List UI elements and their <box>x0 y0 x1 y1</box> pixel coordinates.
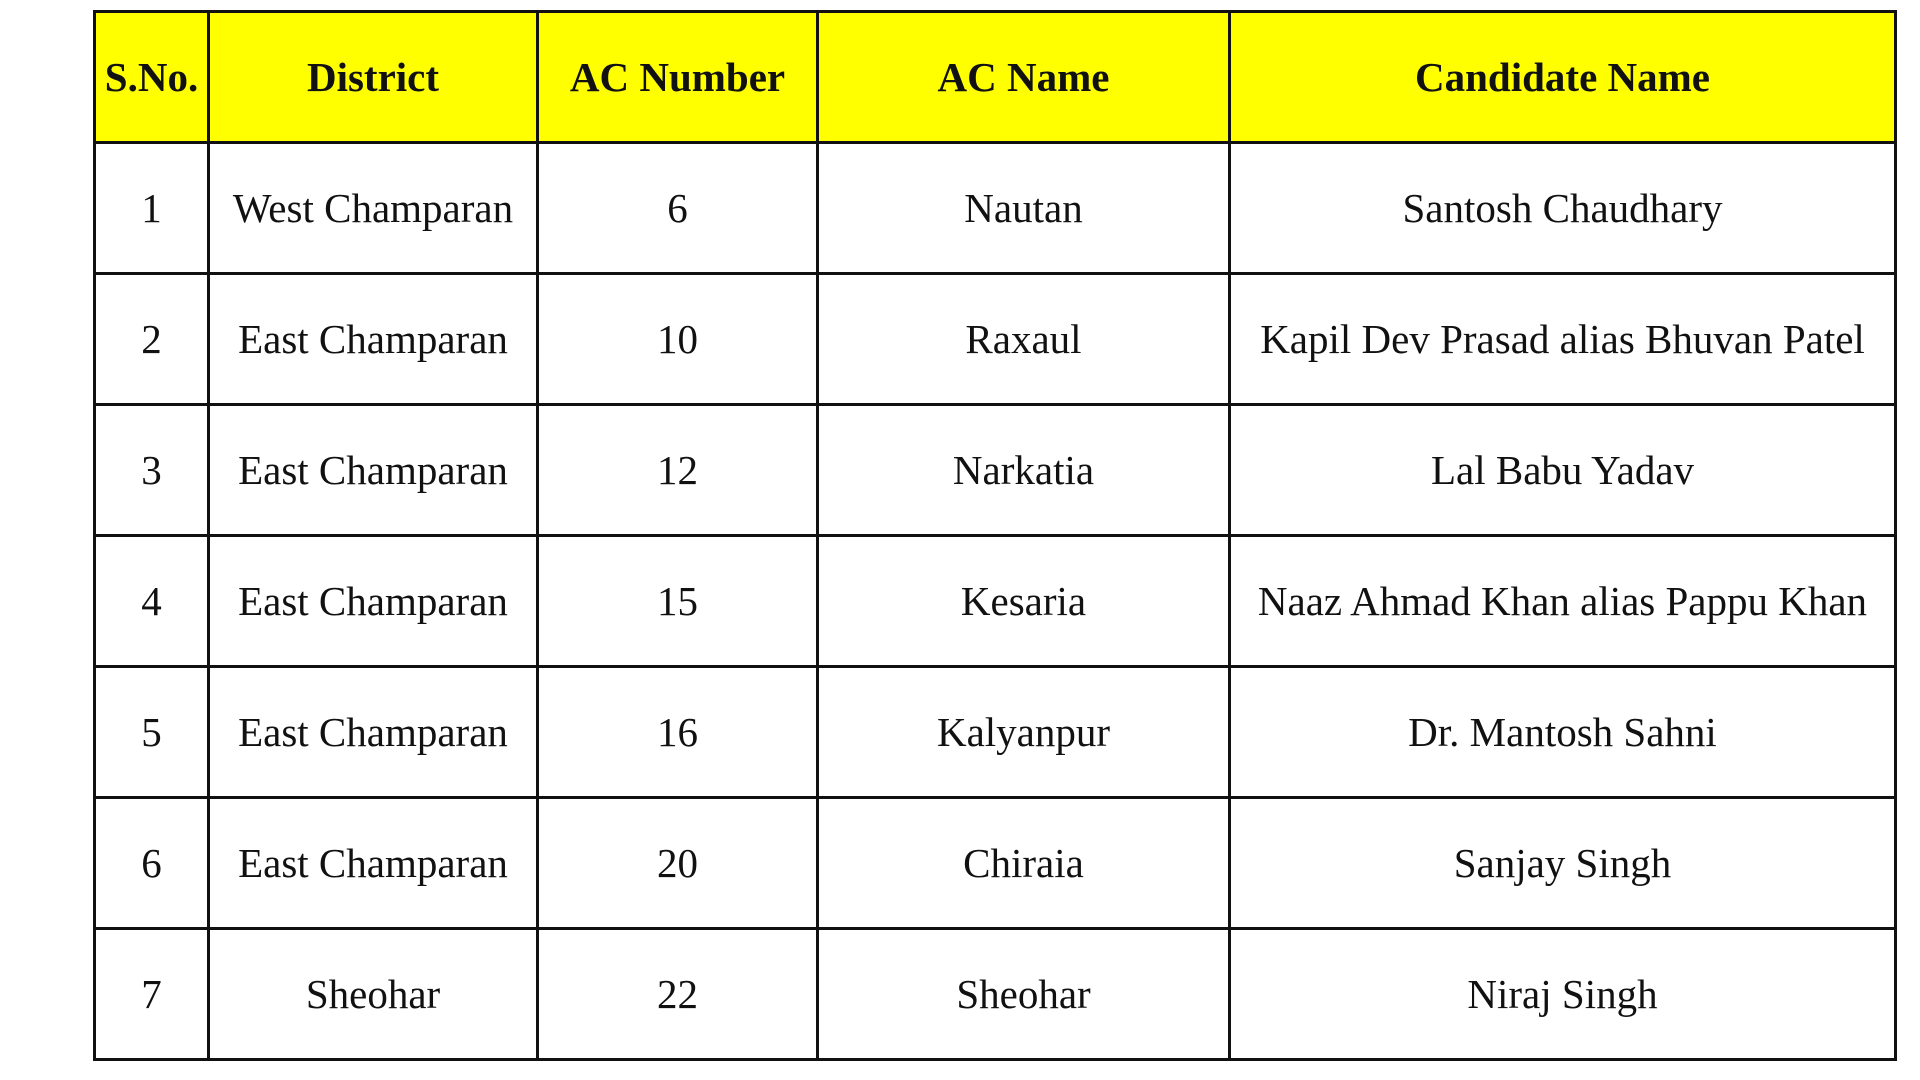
cell-ac-name: Raxaul <box>818 274 1230 405</box>
cell-ac-number: 15 <box>538 536 818 667</box>
header-candidate-name: Candidate Name <box>1230 12 1896 143</box>
cell-sno: 4 <box>95 536 209 667</box>
table-row <box>95 536 1896 667</box>
cell-ac-number: 6 <box>538 143 818 274</box>
cell-ac-number: 20 <box>538 798 818 929</box>
cell-sno: 3 <box>95 405 209 536</box>
cell-ac-number: 12 <box>538 405 818 536</box>
table-row <box>95 667 1896 798</box>
cell-district: East Champaran <box>209 274 538 405</box>
cell-ac-number: 16 <box>538 667 818 798</box>
cell-ac-number: 10 <box>538 274 818 405</box>
cell-candidate-name: Kapil Dev Prasad alias Bhuvan Patel <box>1230 274 1896 405</box>
cell-sno: 1 <box>95 143 209 274</box>
cell-ac-name: Nautan <box>818 143 1230 274</box>
cell-sno: 6 <box>95 798 209 929</box>
table-row <box>95 405 1896 536</box>
table-row <box>95 929 1896 1060</box>
cell-candidate-name: Lal Babu Yadav <box>1230 405 1896 536</box>
header-district: District <box>209 12 538 143</box>
cell-candidate-name: Dr. Mantosh Sahni <box>1230 667 1896 798</box>
candidate-table <box>93 10 1897 1061</box>
cell-district: Sheohar <box>209 929 538 1060</box>
cell-ac-name: Narkatia <box>818 405 1230 536</box>
cell-ac-name: Kesaria <box>818 536 1230 667</box>
header-ac-name: AC Name <box>818 12 1230 143</box>
table-header <box>95 12 1896 143</box>
table-body <box>95 143 1896 1060</box>
cell-candidate-name: Naaz Ahmad Khan alias Pappu Khan <box>1230 536 1896 667</box>
cell-district: East Champaran <box>209 667 538 798</box>
cell-ac-name: Sheohar <box>818 929 1230 1060</box>
cell-district: East Champaran <box>209 798 538 929</box>
cell-sno: 2 <box>95 274 209 405</box>
cell-sno: 7 <box>95 929 209 1060</box>
cell-candidate-name: Santosh Chaudhary <box>1230 143 1896 274</box>
cell-sno: 5 <box>95 667 209 798</box>
cell-ac-name: Chiraia <box>818 798 1230 929</box>
table-row <box>95 274 1896 405</box>
cell-candidate-name: Niraj Singh <box>1230 929 1896 1060</box>
header-ac-number: AC Number <box>538 12 818 143</box>
cell-ac-name: Kalyanpur <box>818 667 1230 798</box>
header-sno: S.No. <box>95 12 209 143</box>
table-row <box>95 798 1896 929</box>
cell-district: West Champaran <box>209 143 538 274</box>
cell-district: East Champaran <box>209 405 538 536</box>
cell-ac-number: 22 <box>538 929 818 1060</box>
cell-district: East Champaran <box>209 536 538 667</box>
header-row <box>95 12 1896 143</box>
table-row <box>95 143 1896 274</box>
cell-candidate-name: Sanjay Singh <box>1230 798 1896 929</box>
